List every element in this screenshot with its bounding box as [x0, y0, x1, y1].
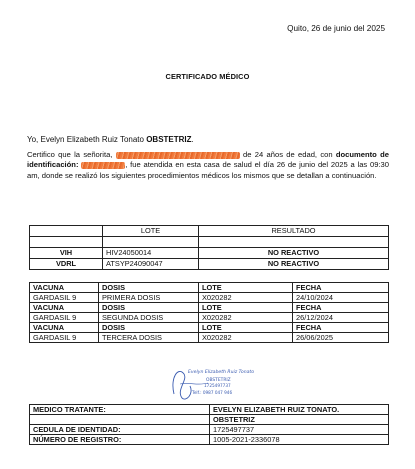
vaccine-header-row: [30, 283, 389, 293]
vac-dose: SEGUNDA DOSIS: [99, 313, 199, 323]
certification-paragraph: [27, 150, 389, 181]
lab-header-resultado: RESULTADO: [199, 226, 389, 237]
table-row: [30, 435, 389, 445]
signature-line3: 1725497737: [204, 383, 231, 388]
table-row: [30, 248, 389, 259]
redacted-id: [81, 162, 125, 169]
signature-line4: Telf.: 0987 047 946: [192, 390, 233, 395]
vac-header-lote: LOTE: [199, 283, 293, 293]
table-row: [30, 293, 389, 303]
signature-line1: Evelyn Elizabeth Ruiz Tonato: [188, 370, 255, 375]
table-row: [30, 425, 389, 435]
doctor-value: [210, 405, 389, 415]
vaccine-header-row: [30, 323, 389, 333]
table-row: [30, 259, 389, 270]
vac-header-vacuna: VACUNA: [30, 283, 99, 293]
vac-lot: X020282: [199, 293, 293, 303]
para-line1-a: Certifico que la señorita,: [27, 150, 113, 159]
intro-role: OBSTETRIZ: [146, 135, 192, 144]
vac-header-vacuna: VACUNA: [30, 323, 99, 333]
para-doc-label: documento de identificación:: [27, 150, 389, 170]
table-row: [30, 313, 389, 323]
vac-header-lote: LOTE: [199, 303, 293, 313]
redacted-name: [116, 152, 240, 159]
lab-test: VDRL: [30, 259, 103, 270]
table-row: [30, 333, 389, 343]
vac-header-fecha: FECHA: [293, 283, 389, 293]
lab-lote: HIV24050014: [103, 248, 199, 259]
document-date: Quito, 26 de junio del 2025: [287, 24, 385, 33]
lab-lote: ATSYP24090047: [103, 259, 199, 270]
lab-spacer-row: [30, 237, 389, 248]
doctor-label: MEDICO TRATANTE:: [30, 405, 210, 415]
lab-header-empty: [30, 226, 103, 237]
vac-lot: X020282: [199, 313, 293, 323]
vac-dose: TERCERA DOSIS: [99, 333, 199, 343]
vac-header-dosis: DOSIS: [99, 323, 199, 333]
doctor-label-empty: [30, 415, 210, 425]
vac-lot: X020282: [199, 333, 293, 343]
vac-date: 24/10/2024: [293, 293, 389, 303]
registry-value: 1005-2021-2336078: [210, 435, 389, 445]
vac-name: GARDASIL 9: [30, 293, 99, 303]
vac-header-lote: LOTE: [199, 323, 293, 333]
vaccine-header-row: [30, 303, 389, 313]
id-label: CEDULA DE IDENTIDAD:: [30, 425, 210, 435]
vac-name: GARDASIL 9: [30, 313, 99, 323]
intro-line: [27, 135, 194, 144]
vac-date: 26/06/2025: [293, 333, 389, 343]
vac-header-fecha: FECHA: [293, 323, 389, 333]
vac-header-dosis: DOSIS: [99, 283, 199, 293]
lab-result: NO REACTIVO: [199, 248, 389, 259]
intro-prefix: Yo, Evelyn Elizabeth Ruiz Tonato: [27, 135, 147, 144]
doctor-name: EVELYN ELIZABETH RUIZ TONATO.: [213, 405, 340, 414]
vac-dose: PRIMERA DOSIS: [99, 293, 199, 303]
doctor-role: OBSTETRIZ: [210, 415, 389, 425]
signature-line2: OBSTETRIZ: [206, 378, 231, 383]
vac-header-vacuna: VACUNA: [30, 303, 99, 313]
vac-header-dosis: DOSIS: [99, 303, 199, 313]
id-value: 1725497737: [210, 425, 389, 435]
vac-name: GARDASIL 9: [30, 333, 99, 343]
vac-header-fecha: FECHA: [293, 303, 389, 313]
table-row: [30, 415, 389, 425]
vaccines-table: [29, 282, 389, 343]
registry-label: NÚMERO DE REGISTRO:: [30, 435, 210, 445]
lab-header-lote: LOTE: [103, 226, 199, 237]
document-title: CERTIFICADO MÉDICO: [165, 72, 250, 81]
table-row: [30, 405, 389, 415]
lab-test: VIH: [30, 248, 103, 259]
lab-header-row: [30, 226, 389, 237]
para-line2-b: , fue atendida en esta casa de salud el día 26 de junio del 2025 a las 09:30 am, donde se realizó los siguientes procedimientos médicos los mismos que se detallan a continuación.: [27, 160, 389, 180]
vac-date: 26/12/2024: [293, 313, 389, 323]
para-line1-b: de 24 años de edad, con: [243, 150, 333, 159]
signature-stamp: [168, 364, 262, 404]
doctor-info-table: [29, 404, 389, 445]
lab-result: NO REACTIVO: [199, 259, 389, 270]
intro-suffix: .: [191, 135, 194, 144]
lab-results-table: [29, 225, 389, 270]
